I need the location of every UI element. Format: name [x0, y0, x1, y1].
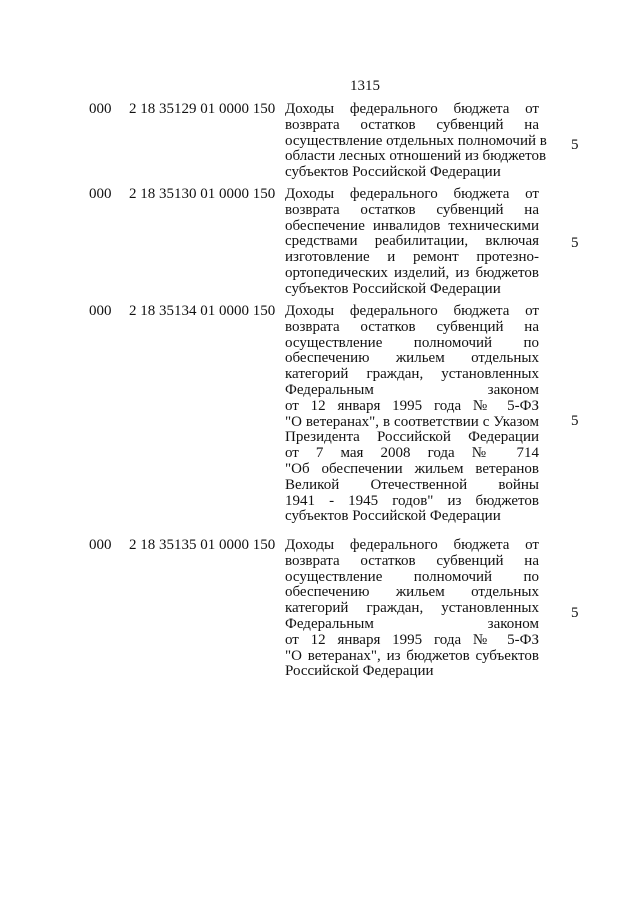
description-line: возврата остатков субвенций на	[285, 318, 539, 335]
description-line: Великой Отечественной войны	[285, 476, 539, 493]
description-line: возврата остатков субвенций на	[285, 201, 539, 218]
admin-code: 000	[89, 537, 112, 553]
row-description	[285, 304, 539, 525]
description-line: категорий граждан, установленных	[285, 366, 539, 383]
description-line: субъектов Российской Федерации	[285, 280, 501, 297]
description-line: Доходы федерального бюджета от	[285, 186, 539, 202]
description-line: от 12 января 1995 года № 5-ФЗ	[285, 631, 539, 648]
description-line: ортопедических изделий, из бюджетов	[285, 264, 539, 281]
kbk-code: 2 18 35135 01 0000 150	[129, 537, 276, 553]
description-line: Доходы федерального бюджета от	[285, 537, 539, 553]
description-line: Российской Федерации	[285, 663, 434, 680]
page-number: 1315	[350, 78, 380, 94]
description-line: средствами реабилитации, включая	[285, 233, 539, 250]
description-line: субъектов Российской Федерации	[285, 164, 501, 181]
description-line: Президента Российской Федерации	[285, 429, 539, 446]
row-description	[285, 101, 547, 181]
description-line: субъектов Российской Федерации	[285, 508, 501, 525]
description-line: категорий граждан, установленных	[285, 600, 539, 617]
kbk-code: 2 18 35134 01 0000 150	[129, 303, 276, 319]
description-line: Доходы федерального бюджета от	[285, 303, 539, 319]
kbk-code: 2 18 35130 01 0000 150	[129, 186, 276, 202]
admin-code: 000	[89, 186, 112, 202]
norm-value: 5	[571, 137, 579, 153]
row-description	[285, 187, 539, 298]
description-line: 1941 - 1945 годов" из бюджетов	[285, 492, 539, 509]
description-line: обеспечение инвалидов техническими	[285, 217, 539, 234]
description-line: возврата остатков субвенций на	[285, 116, 539, 133]
description-line: обеспечению жильем отдельных	[285, 584, 539, 601]
description-line: Федеральным законом	[285, 615, 539, 632]
description-line: "О ветеранах", в соответствии с Указом	[285, 413, 539, 430]
description-line: от 12 января 1995 года № 5-ФЗ	[285, 397, 539, 414]
description-line: области лесных отношений из бюджетов	[285, 148, 547, 165]
kbk-code: 2 18 35129 01 0000 150	[129, 101, 276, 117]
row-description	[285, 538, 539, 680]
norm-value: 5	[571, 605, 579, 621]
description-line: осуществление полномочий по	[285, 334, 539, 351]
description-line: изготовление и ремонт протезно-	[285, 249, 539, 266]
description-line: осуществление отдельных полномочий в	[285, 132, 547, 149]
description-line: осуществление полномочий по	[285, 568, 539, 585]
admin-code: 000	[89, 101, 112, 117]
description-line: Доходы федерального бюджета от	[285, 101, 539, 117]
description-line: от 7 мая 2008 года № 714	[285, 445, 539, 462]
description-line: обеспечению жильем отдельных	[285, 350, 539, 367]
norm-value: 5	[571, 235, 579, 251]
admin-code: 000	[89, 303, 112, 319]
norm-value: 5	[571, 413, 579, 429]
description-line: "О ветеранах", из бюджетов субъектов	[285, 647, 539, 664]
description-line: "Об обеспечении жильем ветеранов	[285, 460, 539, 477]
description-line: возврата остатков субвенций на	[285, 552, 539, 569]
description-line: Федеральным законом	[285, 381, 539, 398]
